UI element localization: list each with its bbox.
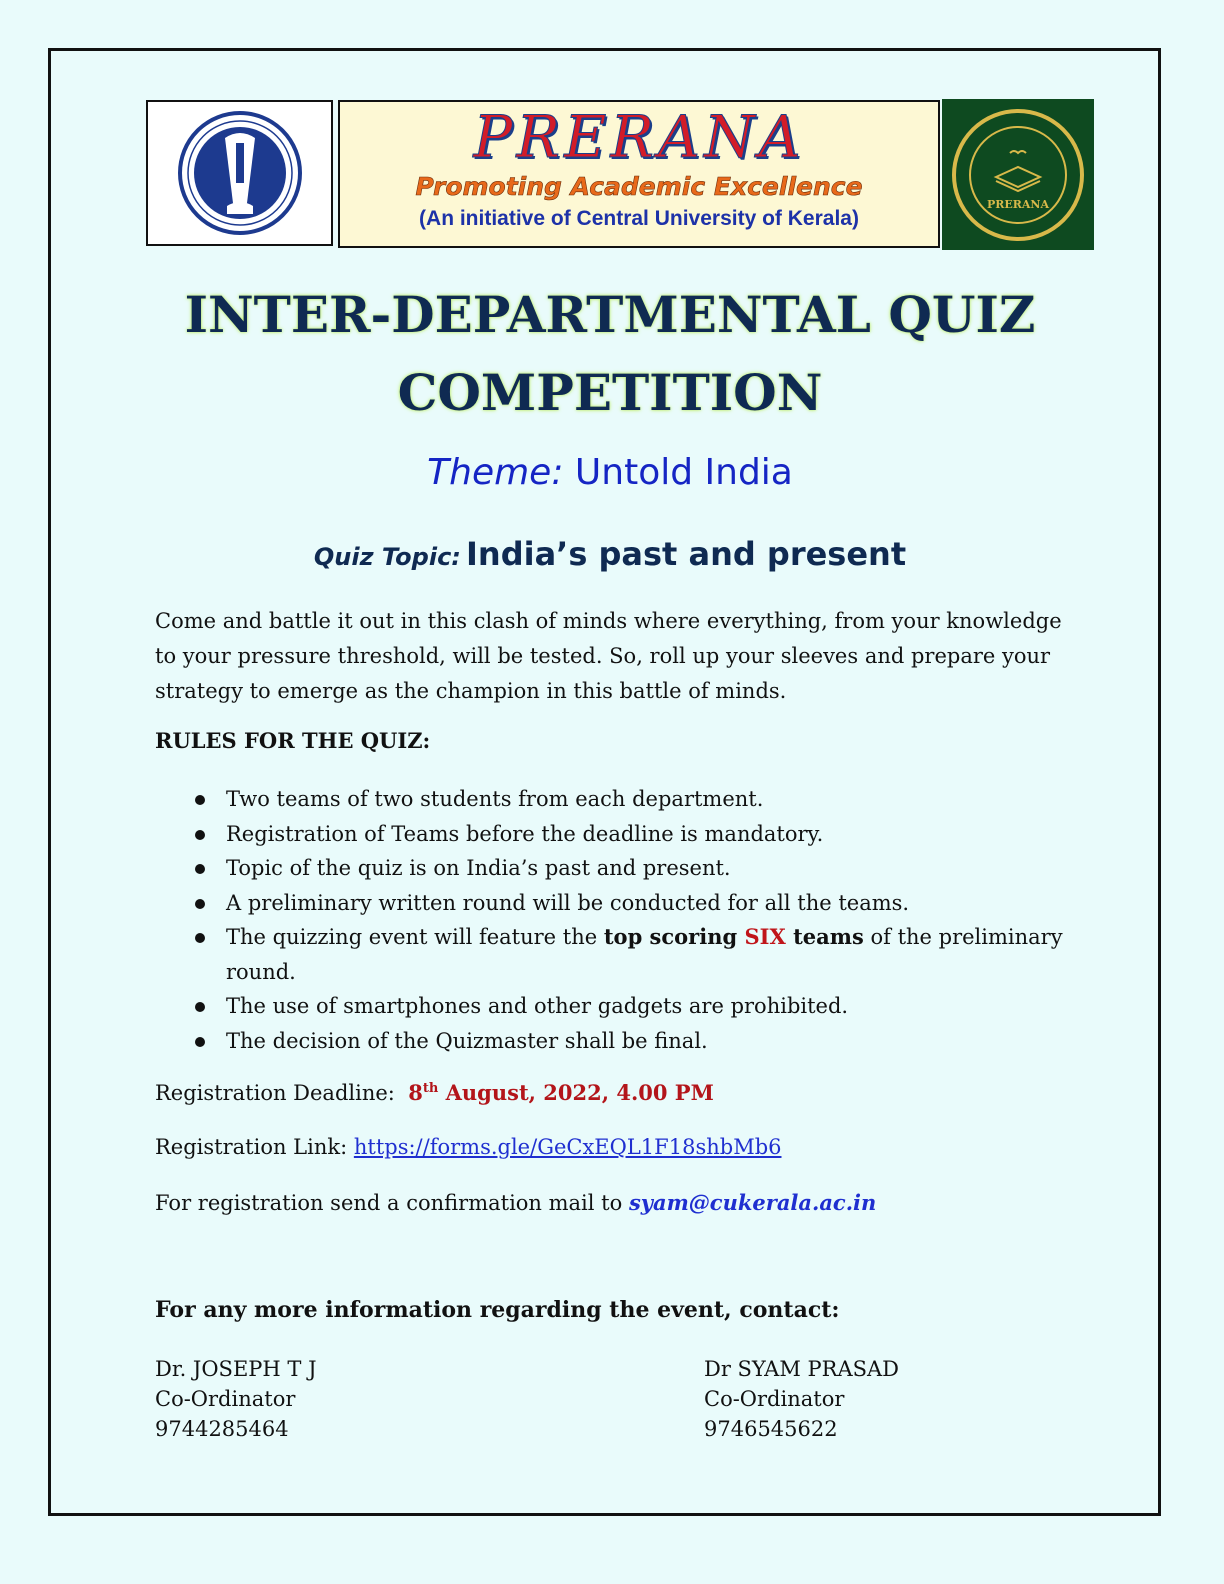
intro-paragraph: Come and battle it out in this clash of minds where everything, from your knowledge to your pressure threshold, will be tested. So, roll up your sleeves and prepare your strategy to emerge as the champion in this battle of minds. [155, 609, 1062, 703]
banner-title: PRERANA [473, 103, 805, 171]
list-item [155, 782, 1085, 817]
list-item [155, 851, 1085, 886]
rule-text-highlight: SIX [744, 924, 786, 949]
contact-person-1 [155, 1354, 317, 1444]
contact-role: Co-Ordinator [155, 1387, 296, 1411]
contact-role: Co-Ordinator [704, 1387, 845, 1411]
confirmation-line [155, 1190, 876, 1215]
rule-text: Registration of Teams before the deadline is mandatory. [226, 821, 824, 846]
title-line-1: INTER-DEPARTMENTAL QUIZ [184, 285, 1036, 344]
banner-note: (An initiative of Central University of Kerala) [419, 207, 859, 230]
contact-name: Dr SYAM PRASAD [704, 1357, 900, 1381]
contact-name: Dr. JOSEPH T J [155, 1357, 317, 1381]
contact-phone: 9744285464 [155, 1417, 289, 1441]
list-item [155, 817, 1085, 852]
emblem-icon [948, 105, 1088, 245]
rule-text-post: of the preliminary round. [226, 925, 1063, 984]
list-item [155, 1024, 1085, 1059]
bullet-icon [195, 1037, 205, 1047]
rule-text: The use of smartphones and other gadgets are prohibited. [226, 994, 849, 1018]
theme-label: Theme: [427, 452, 564, 493]
topic-value: India’s past and present [466, 535, 907, 573]
registration-deadline [155, 1080, 714, 1105]
confirmation-email-link[interactable]: syam@cukerala.ac.in [628, 1190, 877, 1215]
contact-person-2 [704, 1354, 899, 1444]
rule-text: Topic of the quiz is on India’s past and present. [226, 856, 731, 880]
quiz-topic [60, 535, 1160, 573]
rules-list [155, 782, 1085, 1058]
list-item [155, 920, 1085, 989]
rule-text-pre: The quizzing event will feature the [226, 925, 604, 949]
bullet-icon [195, 933, 205, 943]
rules-heading: RULES FOR THE QUIZ: [155, 728, 431, 753]
bullet-icon [195, 1002, 205, 1012]
theme [60, 452, 1160, 493]
bullet-icon [195, 899, 205, 909]
registration-link-label: Registration Link: [155, 1135, 348, 1159]
deadline-day: 8 [408, 1080, 423, 1105]
rule-text: Two teams of two students from each department. [226, 787, 764, 811]
title-line-2: COMPETITION [397, 363, 823, 422]
university-seal-logo [146, 100, 333, 246]
bullet-icon [195, 795, 205, 805]
list-item [155, 989, 1085, 1024]
rule-text-bold: teams [785, 924, 864, 949]
deadline-label: Registration Deadline: [155, 1081, 395, 1105]
deadline-rest: August, 2022, 4.00 PM [438, 1080, 714, 1105]
svg-text:PRERANA: PRERANA [986, 197, 1050, 211]
confirmation-label: For registration send a confirmation mail to [155, 1191, 623, 1215]
bullet-icon [195, 864, 205, 874]
registration-link-line [155, 1135, 782, 1159]
prerana-banner [338, 100, 940, 248]
rule-text: A preliminary written round will be conducted for all the teams. [226, 890, 910, 915]
seal-icon [175, 108, 305, 238]
bullet-icon [195, 830, 205, 840]
theme-value: Untold India [574, 452, 793, 493]
deadline-suffix: th [422, 1081, 439, 1096]
contact-heading: For any more information regarding the event, contact: [155, 1297, 840, 1323]
list-item [155, 886, 1085, 921]
topic-label: Quiz Topic: [313, 543, 461, 571]
prerana-emblem-logo [942, 99, 1094, 250]
banner-subtitle: Promoting Academic Excellence [415, 172, 863, 201]
rule-text-bold: top scoring [603, 924, 745, 949]
registration-link[interactable]: https://forms.gle/GeCxEQL1F18shbMb6 [353, 1135, 782, 1159]
page-title [60, 276, 1160, 432]
contact-phone: 9746545622 [704, 1417, 838, 1441]
rule-text: The decision of the Quizmaster shall be final. [226, 1028, 708, 1053]
deadline-value [408, 1080, 714, 1105]
